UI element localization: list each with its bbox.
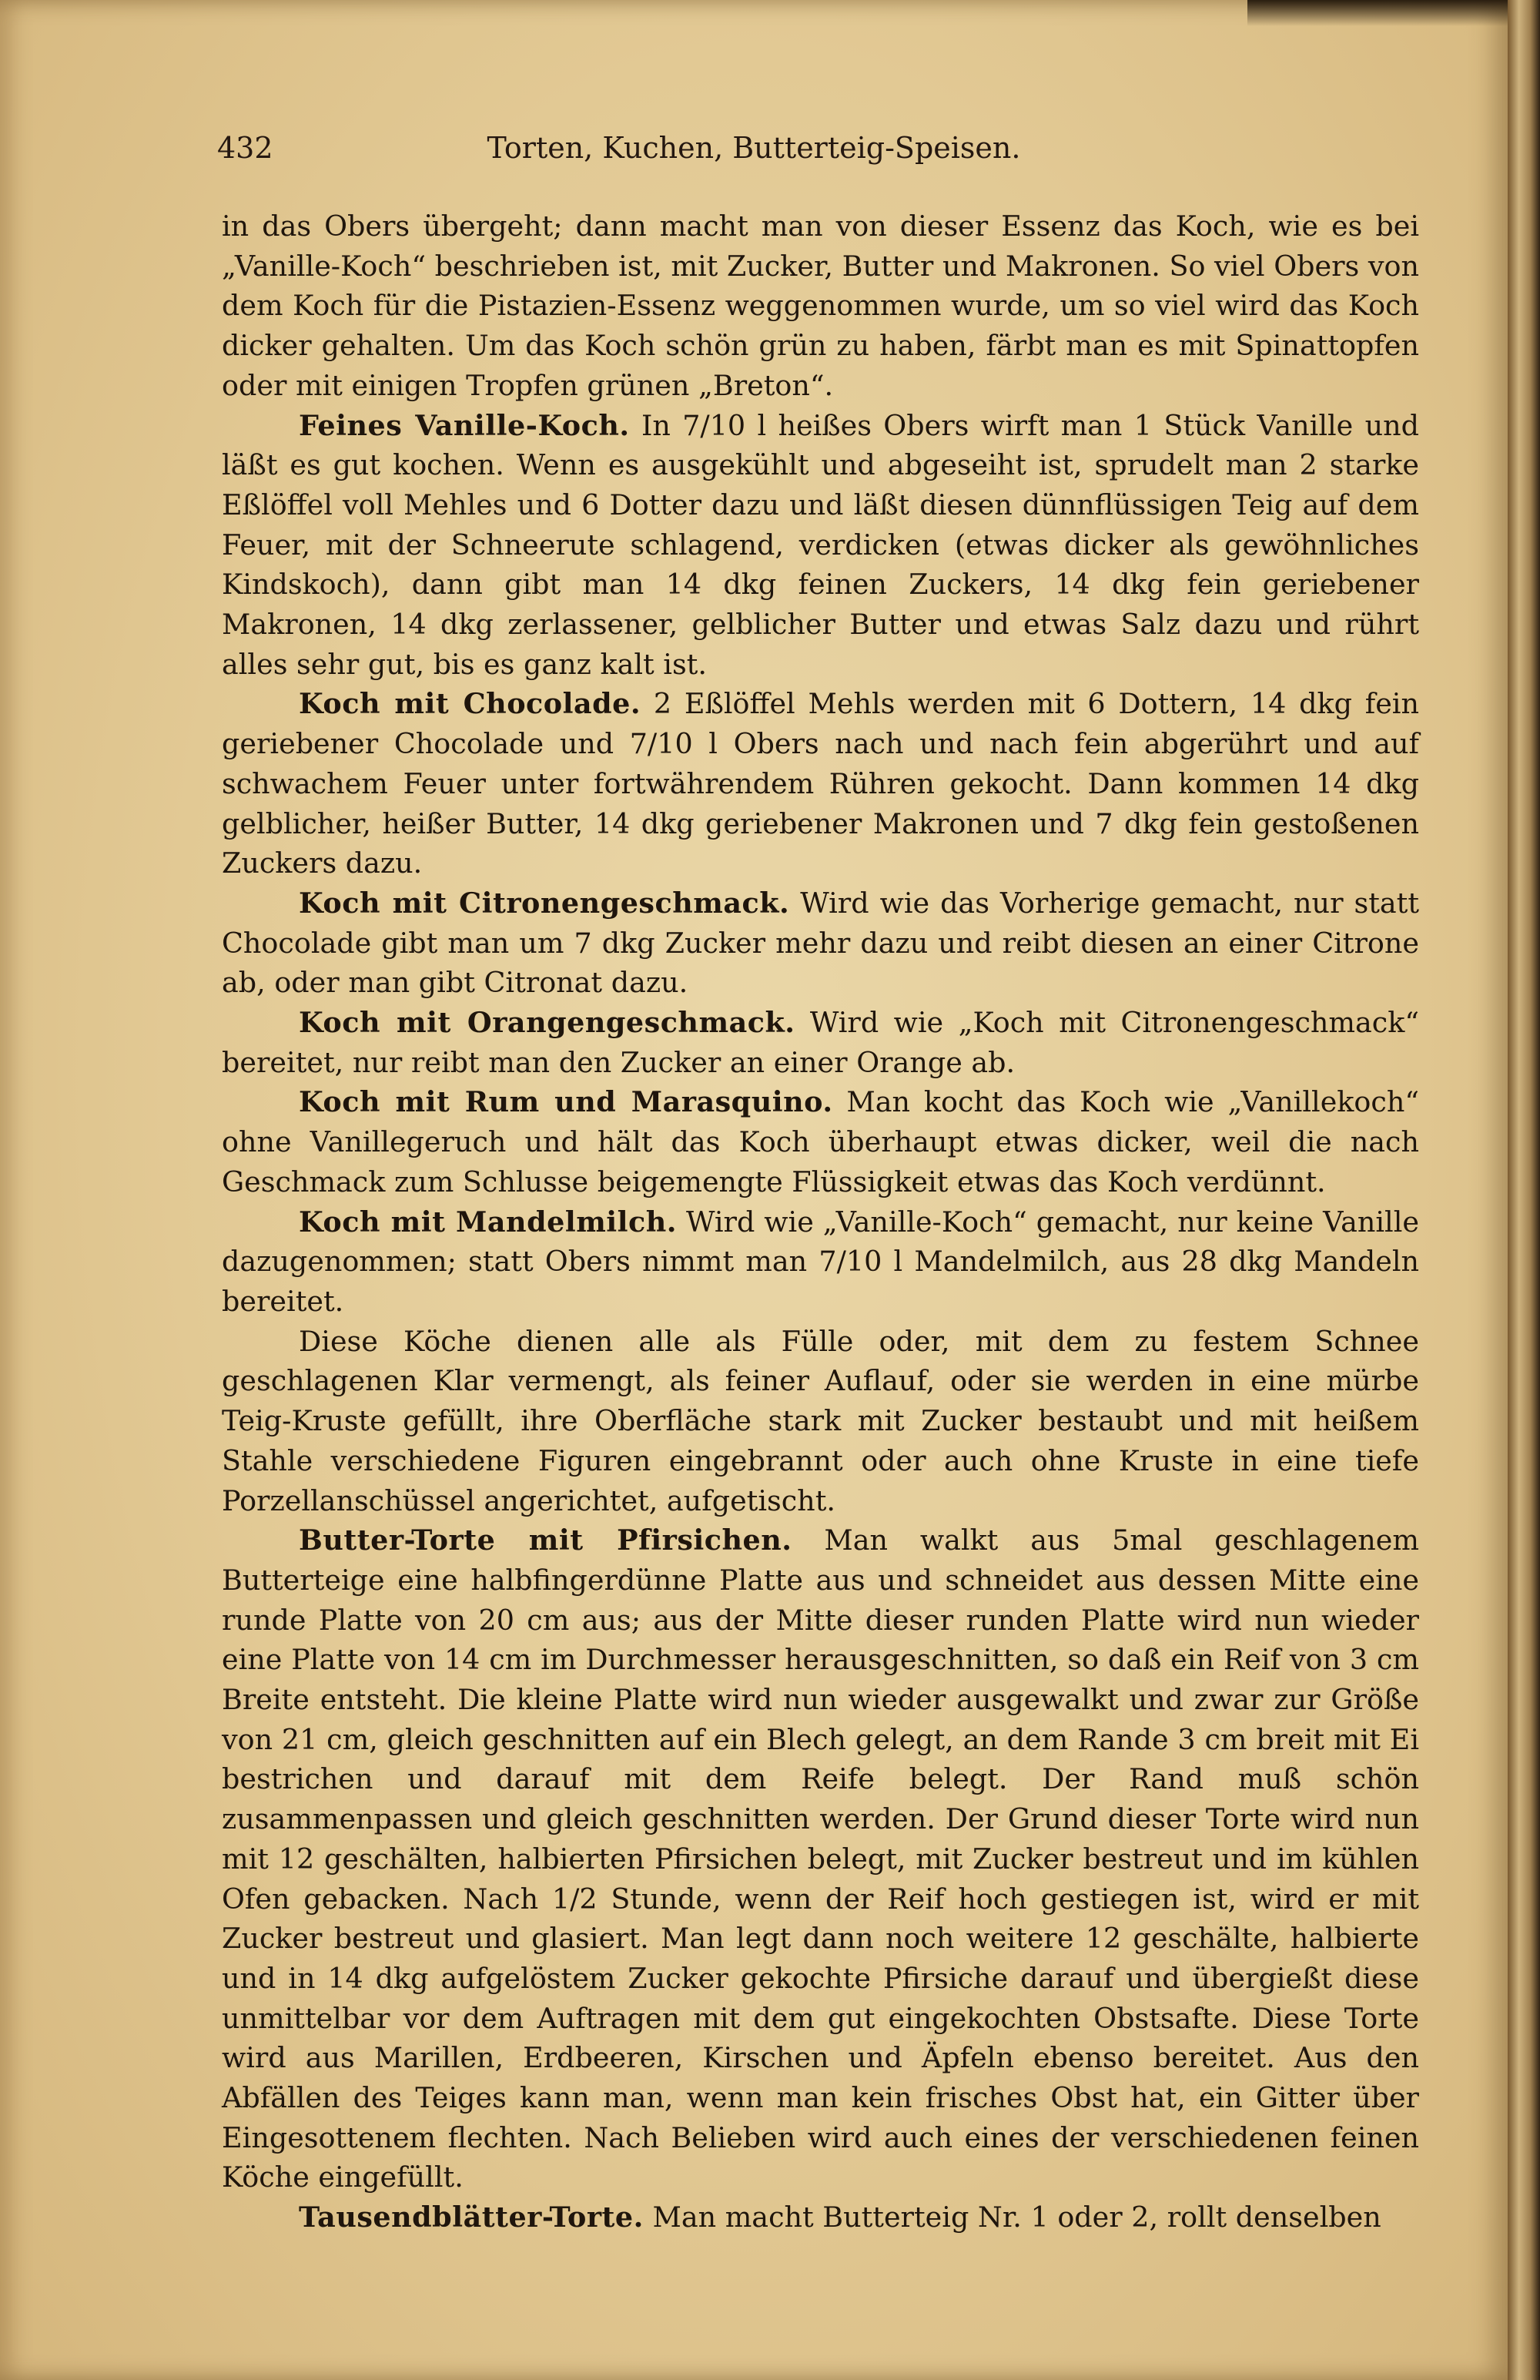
recipe-tausendblaetter-torte: [222, 2197, 1419, 2238]
recipe-text: Wird wie das Vorherige gemacht, nur statt Chocolade gibt man um 7 dkg Zucker mehr dazu und reibt diesen an einer Citrone ab, oder man gibt Citronat dazu.: [222, 886, 1419, 1000]
recipe-title: Tausendblätter-Torte.: [299, 2201, 644, 2234]
body-text: [222, 206, 1419, 2238]
paragraph-koeche-verwendung: [222, 1322, 1419, 1521]
recipe-feines-vanille-koch: [222, 406, 1419, 685]
recipe-title: Koch mit Citronengeschmack.: [299, 886, 790, 920]
paragraph-text: in das Obers übergeht; dann macht man von dieser Essenz das Koch, wie es bei „Vanille-Koch“ beschrieben ist, mit Zucker, Butter und Makronen. So viel Obers von dem Koch für die Pistazien-Essenz weggenommen wurde, um so viel wird das Koch dicker gehalten. Um das Koch schön grün zu haben, färbt man es mit Spinattopfen oder mit einigen Tropfen grünen „Breton“.: [222, 210, 1419, 402]
recipe-koch-mit-citronengeschmack: [222, 883, 1419, 1003]
recipe-text: In 7/10 l heißes Obers wirft man 1 Stück Vanille und läßt es gut kochen. Wenn es ausgekühlt und abgeseiht ist, sprudelt man 2 starke Eßlöffel voll Mehles und 6 Dotter dazu und läßt diesen dünnflüssigen Teig auf dem Feuer, mit der Schneerute schlagend, verdicken (etwas dicker als gewöhnliches Kindskoch), dann gibt man 14 dkg feinen Zuckers, 14 dkg fein geriebener Makronen, 14 dkg zerlassener, gelblicher Butter und etwas Salz dazu und rührt alles sehr gut, bis es ganz kalt ist.: [222, 408, 1419, 681]
recipe-koch-mit-rum-und-marasquino: [222, 1082, 1419, 1202]
book-edge: [1508, 0, 1540, 2380]
recipe-text: Man macht Butterteig Nr. 1 oder 2, rollt denselben: [652, 2201, 1381, 2234]
recipe-text: 2 Eßlöffel Mehls werden mit 6 Dottern, 14 dkg fein geriebener Chocolade und 7/10 l Obers nach und nach fein abgerührt und auf schwachem Feuer unter fortwährendem Rühren gekocht. Dann kommen 14 dkg gelblicher, heißer Butter, 14 dkg geriebener Makronen und 7 dkg fein gestoßenen Zuckers dazu.: [222, 687, 1419, 880]
recipe-text: Wird wie „Koch mit Citronengeschmack“ bereitet, nur reibt man den Zucker an einer Orange ab.: [222, 1006, 1420, 1079]
recipe-text: Man kocht das Koch wie „Vanillekoch“ ohne Vanillegeruch und hält das Koch überhaupt etwas dicker, weil die nach Geschmack zum Schlusse beigemengte Flüssigkeit etwas das Koch verdünnt.: [222, 1085, 1420, 1198]
running-head: Torten, Kuchen, Butterteig-Speisen.: [487, 131, 1021, 165]
recipe-title: Koch mit Chocolade.: [299, 687, 641, 721]
recipe-title: Butter-Torte mit Pfirsichen.: [299, 1524, 792, 1557]
recipe-text: Wird wie „Vanille-Koch“ gemacht, nur keine Vanille dazugenommen; statt Obers nimmt man 7/10 l Mandelmilch, aus 28 dkg Mandeln bereitet.: [222, 1205, 1419, 1318]
paragraph-text: Diese Köche dienen alle als Fülle oder, mit dem zu festem Schnee geschlagenen Klar vermengt, als feiner Auflauf, oder sie werden in eine mürbe Teig-Kruste gefüllt, ihre Oberfläche stark mit Zucker bestaubt und mit heißem Stahle verschiedene Figuren eingebrannt oder auch ohne Kruste in eine tiefe Porzellanschüssel angerichtet, aufgetischt.: [222, 1324, 1419, 1517]
recipe-title: Koch mit Orangengeschmack.: [299, 1006, 795, 1040]
recipe-koch-mit-mandelmilch: [222, 1202, 1419, 1322]
page-shadow: [1247, 0, 1508, 26]
paragraph-pistazien-continued: [222, 206, 1419, 406]
recipe-title: Koch mit Rum und Marasquino.: [299, 1085, 833, 1119]
recipe-koch-mit-orangengeschmack: [222, 1003, 1419, 1082]
recipe-title: Koch mit Mandelmilch.: [299, 1205, 678, 1239]
page-number: 432: [217, 131, 273, 165]
page-header: [0, 131, 1508, 177]
recipe-title: Feines Vanille-Koch.: [299, 408, 630, 442]
recipe-koch-mit-chocolade: [222, 684, 1419, 883]
recipe-butter-torte-mit-pfirsichen: [222, 1520, 1419, 2197]
recipe-text: Man walkt aus 5mal geschlagenem Butterteige eine halbfingerdünne Platte aus und schneidet aus dessen Mitte eine runde Platte von 20 cm aus; aus der Mitte dieser runden Platte wird nun wieder eine Platte von 14 cm im Durchmesser herausgeschnitten, so daß ein Reif von 3 cm Breite entsteht. Die kleine Platte wird nun wieder ausgewalkt und zwar zur Größe von 21 cm, gleich geschnitten auf ein Blech gelegt, an dem Rande 3 cm breit mit Ei bestrichen und darauf mit dem Reife belegt. Der Rand muß schön zusammenpassen und gleich geschnitten werden. Der Grund dieser Torte wird nun mit 12 geschälten, halbierten Pfirsichen belegt, mit Zucker bestreut und im kühlen Ofen gebacken. Nach 1/2 Stunde, wenn der Reif hoch gestiegen ist, wird er mit Zucker bestreut und glasiert. Man legt dann noch weitere 12 geschälte, halbierte und in 14 dkg aufgelöstem Zucker gekochte Pfirsiche darauf und übergießt diese unmittelbar vor dem Auftragen mit dem gut eingekochten Obstsafte. Diese Torte wird aus Marillen, Erdbeeren, Kirschen und Äpfeln ebenso bereitet. Aus den Abfällen des Teiges kann man, wenn man kein frisches Obst hat, ein Gitter über Eingesottenem flechten. Nach Belieben wird auch eines der verschiedenen feinen Köche eingefüllt.: [222, 1524, 1420, 2194]
